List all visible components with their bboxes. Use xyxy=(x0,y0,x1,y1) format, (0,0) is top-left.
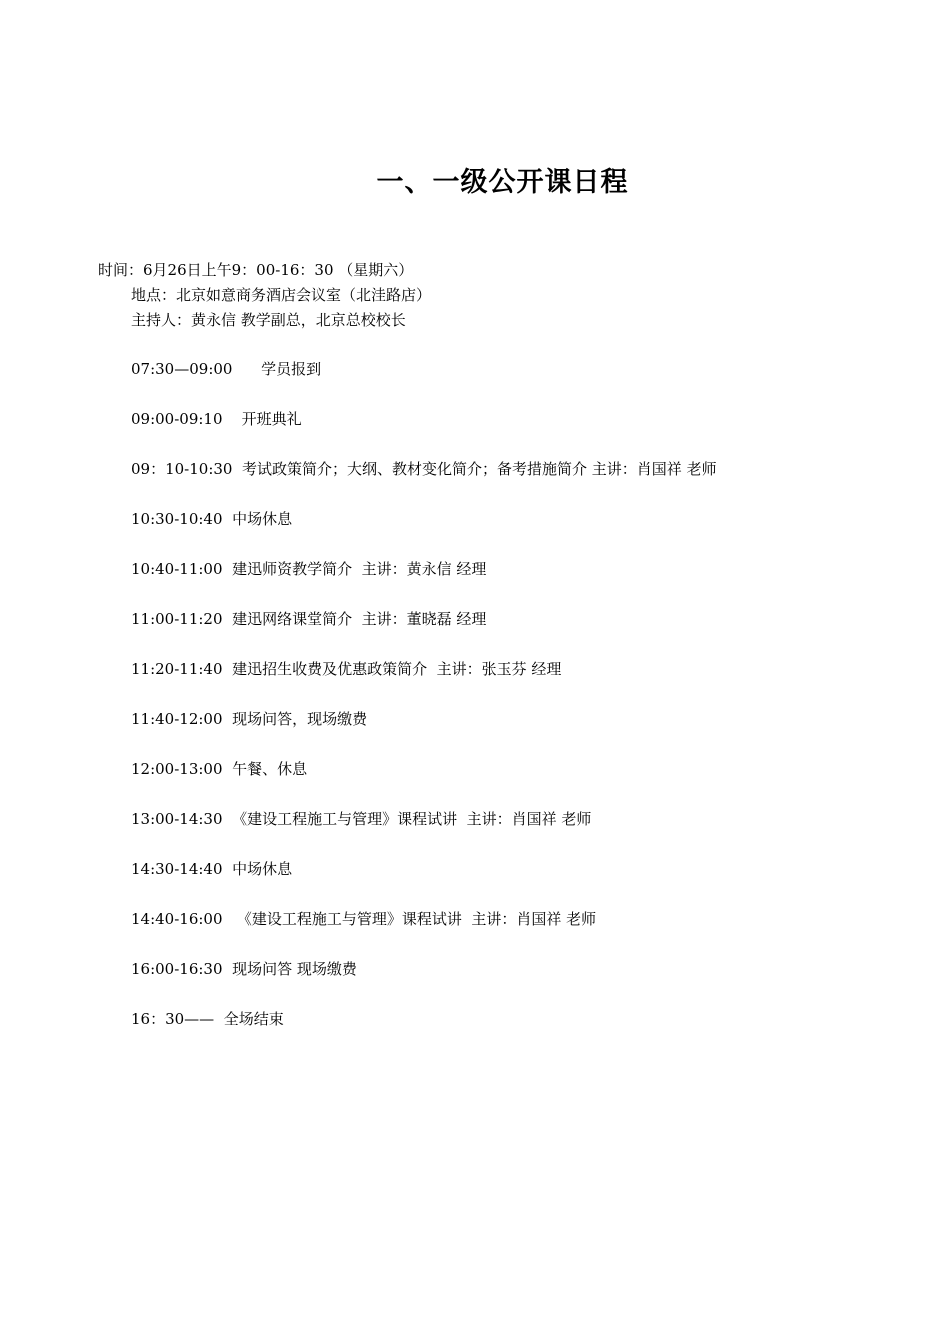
schedule-item xyxy=(131,459,717,509)
event-host: 主持人：黄永信 教学副总，北京总校校长 xyxy=(131,311,406,329)
event-place: 地点：北京如意商务酒店会议室（北洼路店） xyxy=(131,286,432,304)
schedule-desc: 考试政策简介；大纲、教材变化简介；备考措施简介 主讲：肖国祥 老师 xyxy=(242,460,717,478)
schedule-desc: 现场问答 现场缴费 xyxy=(232,960,357,978)
schedule-desc: 午餐、休息 xyxy=(232,760,308,778)
schedule-item xyxy=(131,809,717,859)
schedule-desc: 建迅师资教学简介 主讲：黄永信 经理 xyxy=(232,560,487,578)
schedule-time: 13:00-14:30 xyxy=(131,810,223,828)
schedule-time: 16：30—— xyxy=(131,1010,215,1028)
schedule-time: 09:00-09:10 xyxy=(131,410,223,428)
schedule-desc: 《建设工程施工与管理》课程试讲 主讲：肖国祥 老师 xyxy=(236,910,597,928)
schedule-item xyxy=(131,959,717,1009)
schedule-time: 14:30-14:40 xyxy=(131,860,223,878)
schedule-time: 11:40-12:00 xyxy=(131,710,223,728)
schedule-time: 10:40-11:00 xyxy=(131,560,223,578)
schedule-time: 10:30-10:40 xyxy=(131,510,223,528)
schedule-item xyxy=(131,859,717,909)
schedule-desc: 开班典礼 xyxy=(241,410,302,428)
schedule-item xyxy=(131,609,717,659)
schedule-desc: 建迅网络课堂简介 主讲：董晓磊 经理 xyxy=(232,610,487,628)
schedule-item xyxy=(131,709,717,759)
schedule-list xyxy=(131,359,717,1059)
schedule-item xyxy=(131,759,717,809)
schedule-time: 16:00-16:30 xyxy=(131,960,223,978)
schedule-desc: 学员报到 xyxy=(261,360,322,378)
schedule-item xyxy=(131,659,717,709)
schedule-item xyxy=(131,409,717,459)
schedule-item xyxy=(131,1009,717,1059)
schedule-time: 12:00-13:00 xyxy=(131,760,223,778)
schedule-desc: 中场休息 xyxy=(232,860,293,878)
schedule-item xyxy=(131,559,717,609)
schedule-desc: 中场休息 xyxy=(232,510,293,528)
schedule-desc: 《建设工程施工与管理》课程试讲 主讲：肖国祥 老师 xyxy=(232,810,592,828)
schedule-desc: 现场问答，现场缴费 xyxy=(232,710,368,728)
schedule-time: 11:00-11:20 xyxy=(131,610,223,628)
schedule-time: 07:30—09:00 xyxy=(131,360,233,378)
page-title: 一、一级公开课日程 xyxy=(376,167,629,198)
schedule-time: 11:20-11:40 xyxy=(131,660,223,678)
event-time: 时间：6月26日上午9：00-16：30 （星期六） xyxy=(98,261,414,279)
schedule-time: 09：10-10:30 xyxy=(131,460,233,478)
schedule-time: 14:40-16:00 xyxy=(131,910,223,928)
schedule-item xyxy=(131,359,717,409)
schedule-item xyxy=(131,509,717,559)
schedule-desc: 全场结束 xyxy=(223,1010,284,1028)
schedule-desc: 建迅招生收费及优惠政策简介 主讲：张玉芬 经理 xyxy=(232,660,562,678)
schedule-item xyxy=(131,909,717,959)
